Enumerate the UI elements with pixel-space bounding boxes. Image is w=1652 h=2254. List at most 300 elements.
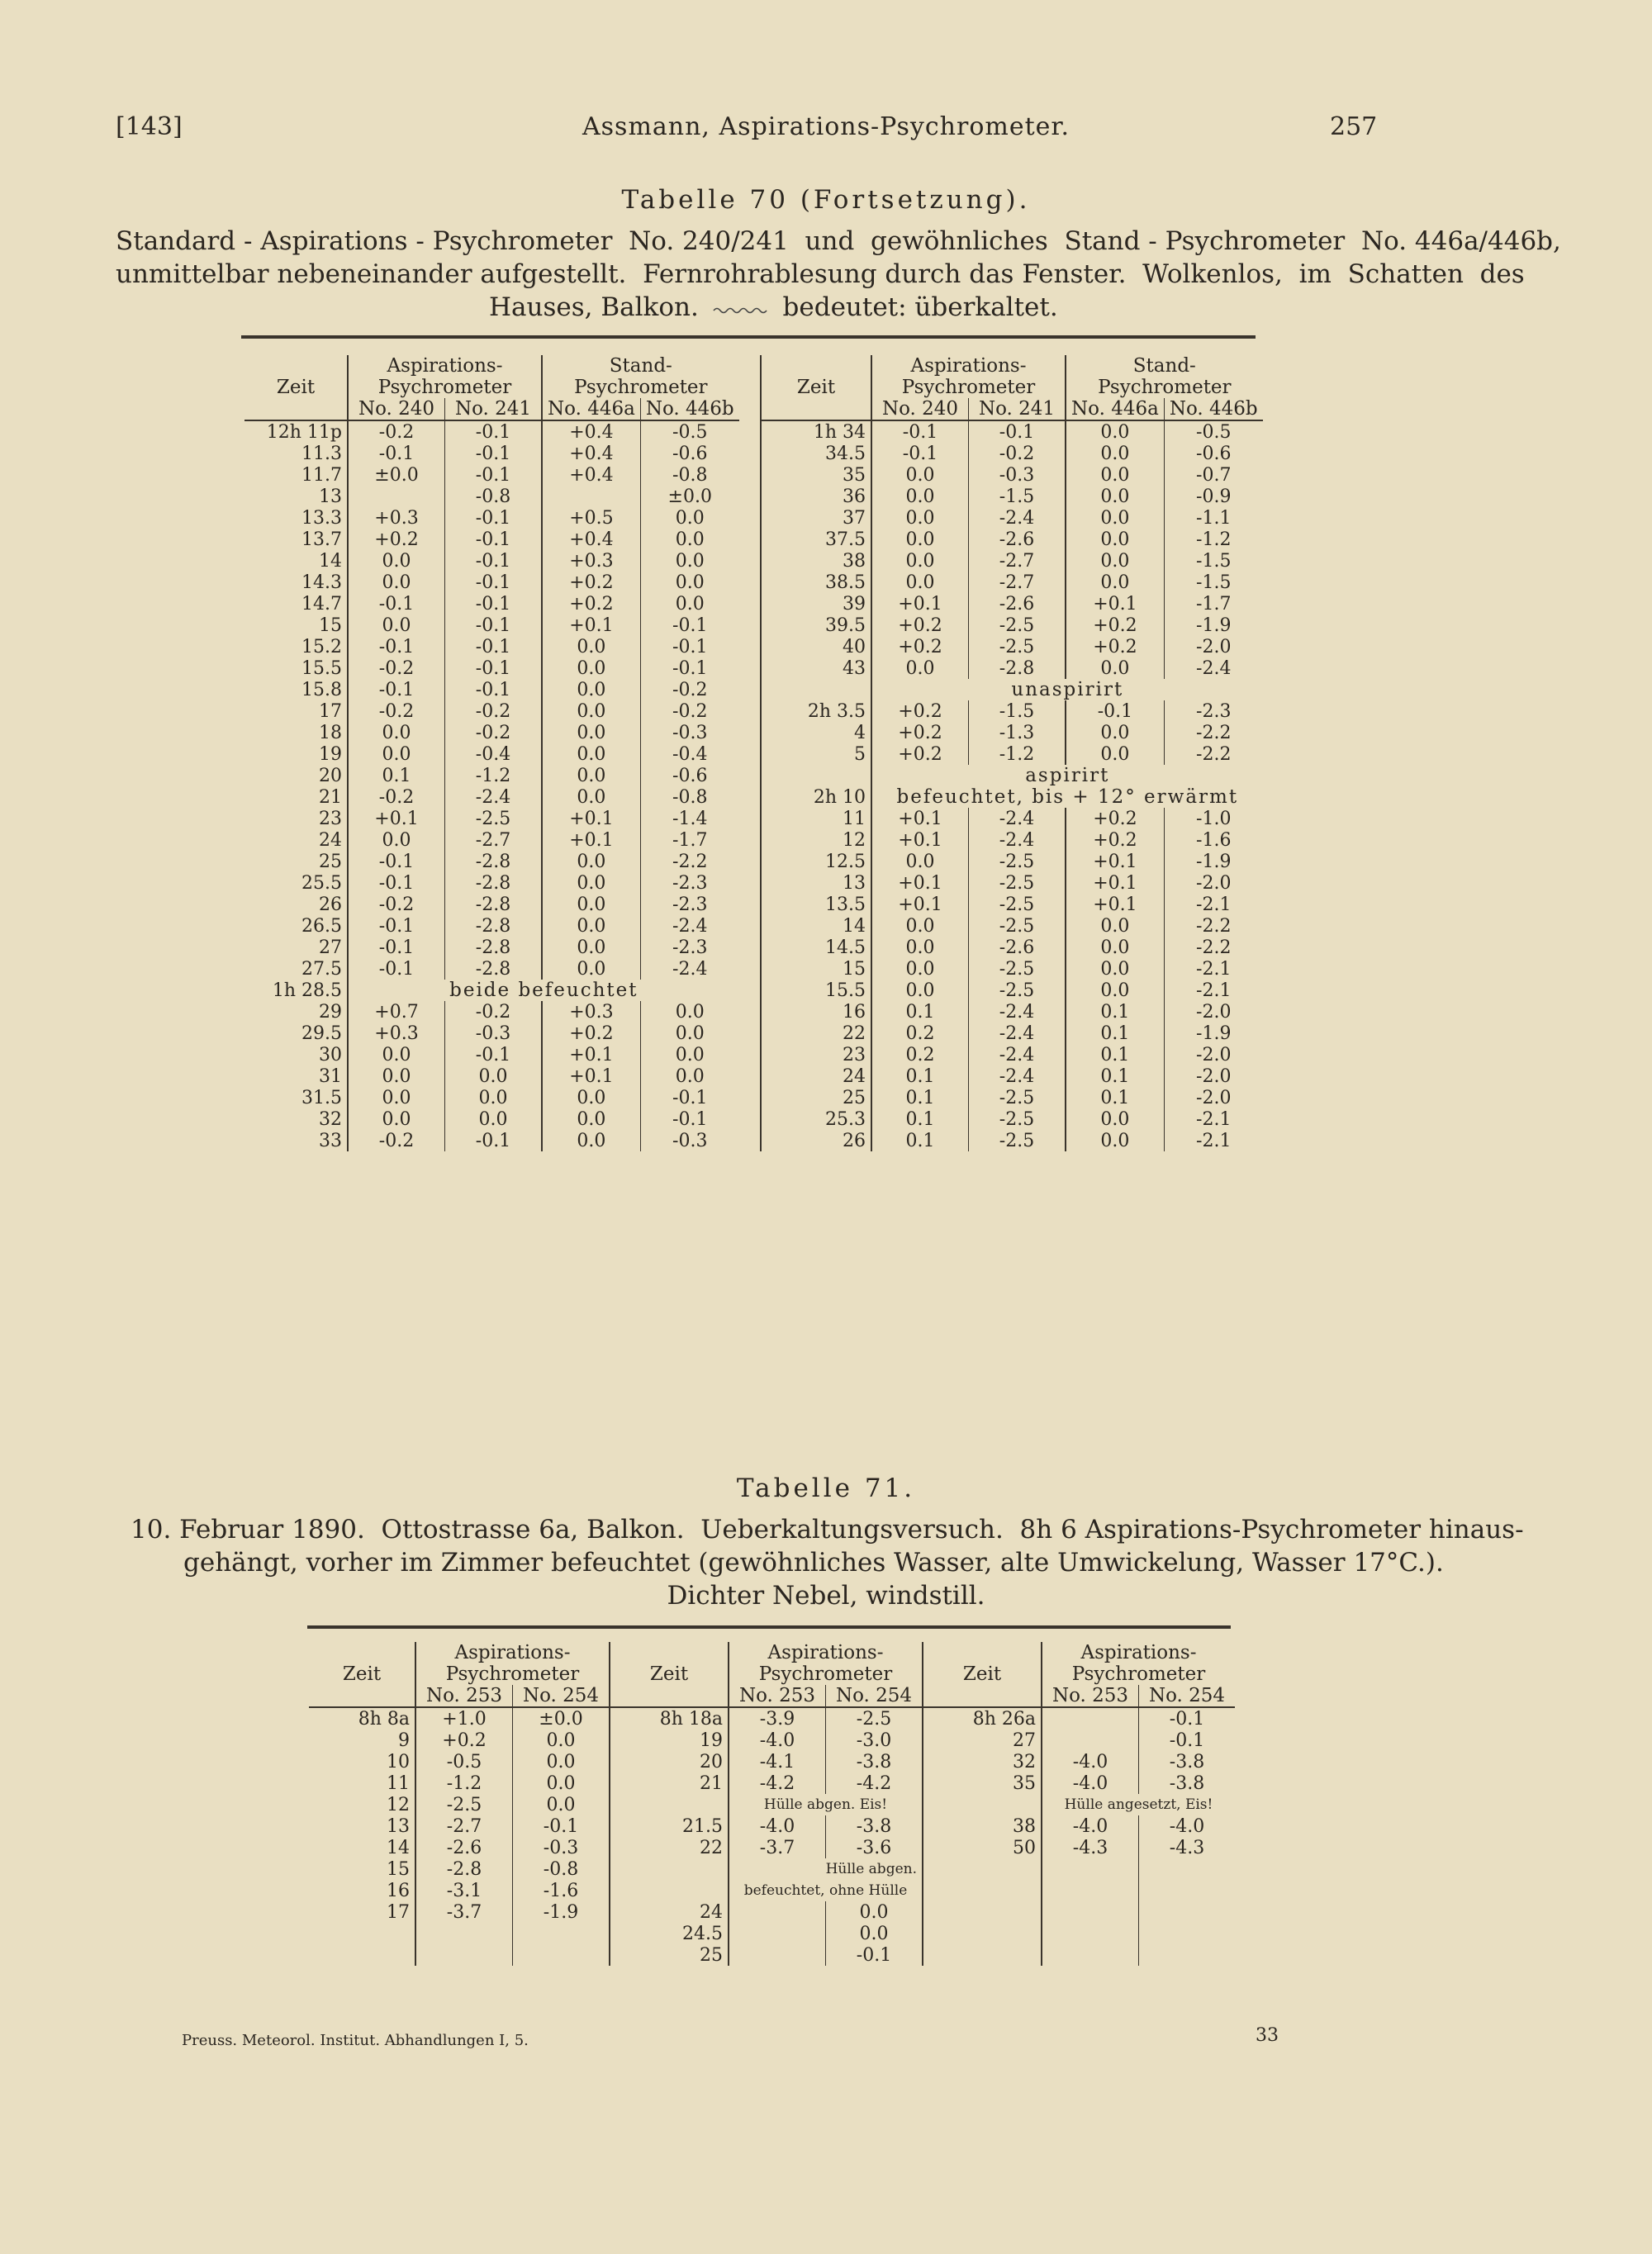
time-cell: 13 (761, 872, 871, 894)
col-stand-right-2: Psychrometer (1066, 377, 1263, 398)
time-cell: 32 (923, 1751, 1042, 1772)
time-cell: 21 (610, 1772, 729, 1794)
table-row (309, 1751, 1235, 1772)
value-cell: -0.1 (445, 507, 543, 529)
value-cell: -0.1 (348, 937, 445, 958)
table70-desc-line2: unmittelbar nebeneinander aufgestellt. Fernrohrablesung durch das Fenster. Wolkenlos, im Schatten des (116, 259, 1525, 289)
table-row (761, 700, 1263, 722)
table-row (761, 657, 1263, 679)
value-cell: -1.5 (969, 486, 1066, 507)
value-cell: 0.1 (348, 765, 445, 786)
value-cell: -1.9 (513, 1901, 610, 1923)
value-cell: -0.1 (348, 636, 445, 657)
value-cell: 0.0 (348, 615, 445, 636)
value-cell: 0.0 (348, 1108, 445, 1130)
value-cell: 0.0 (1066, 937, 1164, 958)
time-cell (923, 1944, 1042, 1966)
value-cell: 0.0 (1066, 507, 1164, 529)
table-row (761, 1023, 1263, 1044)
value-cell: -2.8 (445, 872, 543, 894)
value-cell: 0.0 (1066, 529, 1164, 550)
value-cell: -0.1 (969, 420, 1066, 443)
table-row (761, 872, 1263, 894)
value-cell: -4.2 (729, 1772, 826, 1794)
time-cell: 37 (761, 507, 871, 529)
value-cell: -0.5 (1164, 420, 1262, 443)
value-cell: -0.3 (969, 464, 1066, 486)
value-cell: -0.1 (513, 1815, 610, 1837)
value-cell: 0.0 (640, 1023, 738, 1044)
value-cell: -0.2 (348, 700, 445, 722)
value-cell: 0.0 (445, 1087, 543, 1108)
table-row (761, 443, 1263, 464)
time-cell: 27.5 (301, 958, 342, 980)
table-row (761, 529, 1263, 550)
value-cell: 0.0 (640, 1001, 738, 1023)
value-cell: -0.1 (348, 958, 445, 980)
value-cell: -3.6 (826, 1837, 923, 1858)
value-cell: -2.5 (445, 808, 543, 829)
table-row (244, 529, 739, 550)
value-cell: +0.1 (542, 615, 640, 636)
value-cell: -1.2 (1164, 529, 1262, 550)
value-cell: 0.0 (348, 1087, 445, 1108)
value-cell: -2.3 (640, 872, 738, 894)
note-cell: Hülle abgen. (729, 1858, 923, 1880)
time-cell: 19 (610, 1730, 729, 1751)
value-cell: +0.4 (542, 420, 640, 443)
table-row (244, 851, 739, 872)
value-cell (1042, 1880, 1139, 1901)
value-cell: 0.0 (640, 593, 738, 615)
time-cell: 23 (761, 1044, 871, 1065)
value-cell: -0.2 (445, 1001, 543, 1023)
value-cell: -0.6 (640, 765, 738, 786)
value-cell: -0.3 (640, 722, 738, 743)
value-cell: -2.5 (969, 894, 1066, 915)
time-cell: 13.5 (761, 894, 871, 915)
value-cell: -2.8 (445, 958, 543, 980)
note-row (761, 786, 1263, 808)
table-row (761, 486, 1263, 507)
time-cell: 20 (319, 765, 342, 786)
value-cell: -0.1 (640, 615, 738, 636)
value-cell: -0.1 (826, 1944, 923, 1966)
value-cell: -0.2 (348, 1130, 445, 1151)
table-row (761, 507, 1263, 529)
value-cell: +0.1 (871, 894, 969, 915)
table-row (244, 915, 739, 937)
value-cell: 0.0 (640, 550, 738, 572)
value-cell: -2.0 (1164, 1065, 1262, 1087)
value-cell: +0.2 (542, 593, 640, 615)
table-row (244, 894, 739, 915)
value-cell: -0.1 (348, 593, 445, 615)
value-cell: -2.1 (1164, 1130, 1262, 1151)
value-cell (1042, 1730, 1139, 1751)
table-row (309, 1730, 1235, 1751)
value-cell: +0.2 (871, 615, 969, 636)
value-cell: -2.3 (640, 894, 738, 915)
time-cell: 12h 11p (266, 421, 342, 443)
col-no446a-right: No. 446a (1066, 398, 1164, 420)
value-cell: 0.0 (348, 572, 445, 593)
value-cell: -2.2 (1164, 722, 1262, 743)
value-cell: 0.0 (542, 700, 640, 722)
table70-top-rule (241, 335, 1256, 339)
t71-no253-1: No. 253 (415, 1685, 513, 1707)
value-cell: -2.2 (640, 851, 738, 872)
value-cell: -0.2 (640, 700, 738, 722)
value-cell: -2.4 (969, 829, 1066, 851)
t71-no253-2: No. 253 (729, 1685, 826, 1707)
time-cell: 34.5 (761, 443, 871, 464)
value-cell: 0.0 (871, 937, 969, 958)
table-row (244, 486, 739, 507)
value-cell: 0.0 (542, 915, 640, 937)
value-cell: -0.1 (445, 420, 543, 443)
table-row (761, 1108, 1263, 1130)
value-cell: -0.1 (1139, 1730, 1236, 1751)
value-cell: 0.0 (348, 1044, 445, 1065)
value-cell: -2.5 (415, 1794, 513, 1815)
value-cell: 0.1 (871, 1001, 969, 1023)
time-cell: 25.3 (761, 1108, 871, 1130)
value-cell: -3.8 (1139, 1772, 1236, 1794)
time-cell: 15.5 (761, 980, 871, 1001)
value-cell: 0.0 (445, 1065, 543, 1087)
value-cell: -2.5 (969, 615, 1066, 636)
value-cell: +0.1 (1066, 894, 1164, 915)
value-cell: -2.7 (969, 572, 1066, 593)
value-cell: -2.4 (969, 1065, 1066, 1087)
value-cell: -2.5 (969, 1130, 1066, 1151)
value-cell: -0.3 (513, 1837, 610, 1858)
value-cell: +0.1 (871, 872, 969, 894)
col-zeit-right: Zeit (761, 355, 871, 420)
time-cell: 25 (610, 1944, 729, 1966)
value-cell: 0.0 (640, 507, 738, 529)
value-cell: +0.2 (1066, 829, 1164, 851)
value-cell: -0.3 (445, 1023, 543, 1044)
value-cell: -1.5 (1164, 572, 1262, 593)
value-cell: -1.2 (415, 1772, 513, 1794)
value-cell: 0.0 (348, 722, 445, 743)
value-cell (513, 1923, 610, 1944)
time-cell: 15.5 (301, 657, 342, 679)
value-cell: +0.2 (871, 722, 969, 743)
value-cell: -2.7 (445, 829, 543, 851)
table-row (244, 636, 739, 657)
value-cell (729, 1901, 826, 1923)
table71-desc-line3: Dichter Nebel, windstill. (667, 1581, 985, 1611)
table-row (309, 1794, 1235, 1815)
t71-col-asp-3: Aspirations- (1042, 1642, 1235, 1663)
time-cell: 16 (761, 1001, 871, 1023)
value-cell: 0.0 (542, 679, 640, 700)
table70-left-body (244, 420, 739, 1151)
value-cell: -3.9 (729, 1707, 826, 1730)
time-cell (923, 1923, 1042, 1944)
value-cell: 0.2 (871, 1023, 969, 1044)
value-cell: -2.8 (445, 915, 543, 937)
value-cell: -4.0 (1042, 1772, 1139, 1794)
time-cell: 25 (761, 1087, 871, 1108)
value-cell: -3.0 (826, 1730, 923, 1751)
time-cell: 29 (319, 1001, 342, 1023)
table-row (761, 829, 1263, 851)
table-row (761, 937, 1263, 958)
value-cell: 0.0 (513, 1730, 610, 1751)
value-cell: 0.0 (1066, 657, 1164, 679)
note-cell: befeuchtet, ohne Hülle (729, 1880, 923, 1901)
value-cell: -0.6 (640, 443, 738, 464)
value-cell: -2.1 (1164, 980, 1262, 1001)
time-cell: 25 (319, 851, 342, 872)
value-cell (1139, 1923, 1236, 1944)
table-row (309, 1923, 1235, 1944)
value-cell: -0.1 (445, 593, 543, 615)
value-cell: 0.0 (1066, 915, 1164, 937)
value-cell: -0.8 (640, 464, 738, 486)
table-row (309, 1707, 1235, 1730)
value-cell: -4.0 (729, 1815, 826, 1837)
value-cell: -0.6 (1164, 443, 1262, 464)
value-cell (1139, 1858, 1236, 1880)
value-cell: 0.1 (1066, 1087, 1164, 1108)
col-aspirations-right-2: Psychrometer (871, 377, 1066, 398)
value-cell: 0.0 (542, 1108, 640, 1130)
time-cell: 11.7 (301, 464, 342, 486)
value-cell: 0.0 (871, 980, 969, 1001)
value-cell: -3.1 (415, 1880, 513, 1901)
value-cell: -0.1 (445, 1044, 543, 1065)
value-cell: -0.2 (348, 894, 445, 915)
note-row (244, 980, 739, 1001)
table-row (244, 1044, 739, 1065)
value-cell: +0.1 (542, 1065, 640, 1087)
time-cell: 14.7 (301, 593, 342, 615)
time-cell: 19 (319, 743, 342, 765)
value-cell: -2.4 (640, 958, 738, 980)
time-cell: 4 (761, 722, 871, 743)
value-cell: +0.3 (348, 1023, 445, 1044)
table-row (244, 1108, 739, 1130)
wavy-underline-icon (712, 304, 770, 316)
value-cell: +0.2 (415, 1730, 513, 1751)
time-cell: 39 (761, 593, 871, 615)
value-cell: -0.9 (1164, 486, 1262, 507)
value-cell: -0.1 (871, 443, 969, 464)
time-cell: 12 (761, 829, 871, 851)
value-cell: -2.1 (1164, 958, 1262, 980)
table70-title: Tabelle 70 (Fortsetzung). (621, 185, 1031, 215)
time-cell: 31 (319, 1065, 342, 1087)
value-cell: -1.9 (1164, 1023, 1262, 1044)
value-cell: -2.5 (826, 1707, 923, 1730)
value-cell: +0.2 (871, 636, 969, 657)
value-cell: -1.6 (1164, 829, 1262, 851)
time-cell: 15 (319, 615, 342, 636)
value-cell: 0.1 (871, 1108, 969, 1130)
time-cell: 50 (923, 1837, 1042, 1858)
value-cell: -2.5 (969, 636, 1066, 657)
value-cell: -0.1 (445, 443, 543, 464)
table71-top-rule (307, 1625, 1231, 1629)
time-cell: 22 (761, 1023, 871, 1044)
value-cell: 0.0 (826, 1923, 923, 1944)
time-cell: 16 (387, 1880, 410, 1901)
value-cell (1042, 1944, 1139, 1966)
note-cell: aspirirt (871, 765, 1263, 786)
value-cell: -0.2 (969, 443, 1066, 464)
wavy-symbol (712, 291, 770, 324)
table-row (761, 1087, 1263, 1108)
page-reference: [143] (116, 112, 183, 141)
col-zeit: Zeit (276, 376, 316, 398)
value-cell: -0.1 (348, 851, 445, 872)
value-cell: -1.5 (969, 700, 1066, 722)
value-cell: -0.3 (640, 1130, 738, 1151)
value-cell: 0.0 (871, 958, 969, 980)
table-row (761, 743, 1263, 765)
time-cell: 25.5 (301, 872, 342, 894)
time-cell: 23 (319, 808, 342, 829)
table-row (761, 615, 1263, 636)
value-cell: 0.0 (348, 550, 445, 572)
value-cell: -4.0 (729, 1730, 826, 1751)
value-cell: -0.5 (415, 1751, 513, 1772)
value-cell: -1.0 (1164, 808, 1262, 829)
table-row (761, 550, 1263, 572)
value-cell: -2.8 (415, 1858, 513, 1880)
value-cell (1042, 1858, 1139, 1880)
time-cell: 1h 28.5 (272, 980, 342, 1001)
table-row (244, 765, 739, 786)
value-cell: -4.3 (1042, 1837, 1139, 1858)
value-cell: -0.1 (445, 550, 543, 572)
time-cell: 14 (761, 915, 871, 937)
col-aspirations-2: Psychrometer (348, 377, 542, 398)
table-row (761, 1001, 1263, 1023)
table-row (309, 1837, 1235, 1858)
time-cell: 43 (761, 657, 871, 679)
value-cell: -0.1 (640, 1108, 738, 1130)
value-cell: 0.0 (826, 1901, 923, 1923)
value-cell: -2.6 (969, 937, 1066, 958)
value-cell: +0.4 (542, 464, 640, 486)
value-cell: -0.2 (348, 657, 445, 679)
table-row (309, 1815, 1235, 1837)
time-cell: 27 (319, 937, 342, 958)
value-cell: -2.3 (1164, 700, 1262, 722)
value-cell: 0.0 (871, 486, 969, 507)
table71-title: Tabelle 71. (736, 1473, 916, 1503)
time-cell: 17 (319, 700, 342, 722)
time-cell: 9 (398, 1730, 410, 1751)
table-row (309, 1901, 1235, 1923)
value-cell: -1.7 (1164, 593, 1262, 615)
value-cell: -0.7 (1164, 464, 1262, 486)
time-cell: 14.5 (761, 937, 871, 958)
table-row (761, 572, 1263, 593)
time-cell: 37.5 (761, 529, 871, 550)
value-cell: 0.0 (871, 464, 969, 486)
value-cell: -2.7 (415, 1815, 513, 1837)
value-cell: -2.1 (1164, 1108, 1262, 1130)
value-cell: 0.0 (871, 550, 969, 572)
time-cell: 35 (923, 1772, 1042, 1794)
value-cell: -0.1 (348, 443, 445, 464)
time-cell: 32 (319, 1108, 342, 1130)
value-cell: -0.1 (445, 657, 543, 679)
value-cell: 0.0 (542, 636, 640, 657)
value-cell: +0.1 (542, 808, 640, 829)
value-cell (513, 1944, 610, 1966)
value-cell: +0.2 (348, 529, 445, 550)
value-cell: -0.1 (445, 679, 543, 700)
value-cell: -0.1 (445, 1130, 543, 1151)
value-cell: -2.6 (969, 529, 1066, 550)
time-cell: 18 (319, 722, 342, 743)
time-cell: 21.5 (610, 1815, 729, 1837)
table-row (244, 1130, 739, 1151)
value-cell: -0.2 (445, 700, 543, 722)
value-cell: -2.0 (1164, 1087, 1262, 1108)
time-cell: 24.5 (610, 1923, 729, 1944)
value-cell: 0.0 (542, 937, 640, 958)
table-row (244, 593, 739, 615)
value-cell: -1.2 (445, 765, 543, 786)
value-cell: 0.0 (1066, 1108, 1164, 1130)
value-cell: +0.1 (348, 808, 445, 829)
time-cell (610, 1794, 729, 1815)
value-cell: -0.5 (640, 420, 738, 443)
time-cell: 38.5 (761, 572, 871, 593)
time-cell: 36 (761, 486, 871, 507)
value-cell (1139, 1880, 1236, 1901)
table71-desc-line2: gehängt, vorher im Zimmer befeuchtet (gewöhnliches Wasser, alte Umwickelung, Wasser 17°C.). (183, 1548, 1444, 1578)
time-cell: 12 (387, 1794, 410, 1815)
time-cell (761, 765, 871, 786)
time-cell: 38 (923, 1815, 1042, 1837)
time-cell: 1h 34 (761, 420, 871, 443)
note-cell: unaspirirt (871, 679, 1263, 700)
value-cell: 0.0 (1066, 443, 1164, 464)
table-row (761, 722, 1263, 743)
value-cell: -1.6 (513, 1880, 610, 1901)
table-row (761, 1065, 1263, 1087)
value-cell: -0.1 (348, 915, 445, 937)
footer-signature: 33 (1256, 2025, 1279, 2046)
value-cell: -2.0 (1164, 1044, 1262, 1065)
value-cell: -1.9 (1164, 615, 1262, 636)
table-row (244, 1023, 739, 1044)
value-cell: -1.5 (1164, 550, 1262, 572)
time-cell: 13 (319, 486, 342, 507)
col-aspirations-right: Aspirations- (871, 355, 1066, 377)
t71-no254-1: No. 254 (513, 1685, 610, 1707)
value-cell: 0.0 (542, 1087, 640, 1108)
table-row (244, 808, 739, 829)
time-cell: 8h 8a (358, 1708, 410, 1730)
value-cell: -2.8 (445, 851, 543, 872)
value-cell: -0.8 (445, 486, 543, 507)
value-cell: 0.0 (871, 851, 969, 872)
time-cell (923, 1880, 1042, 1901)
col-stand-right: Stand- (1066, 355, 1263, 377)
value-cell: -2.2 (1164, 915, 1262, 937)
